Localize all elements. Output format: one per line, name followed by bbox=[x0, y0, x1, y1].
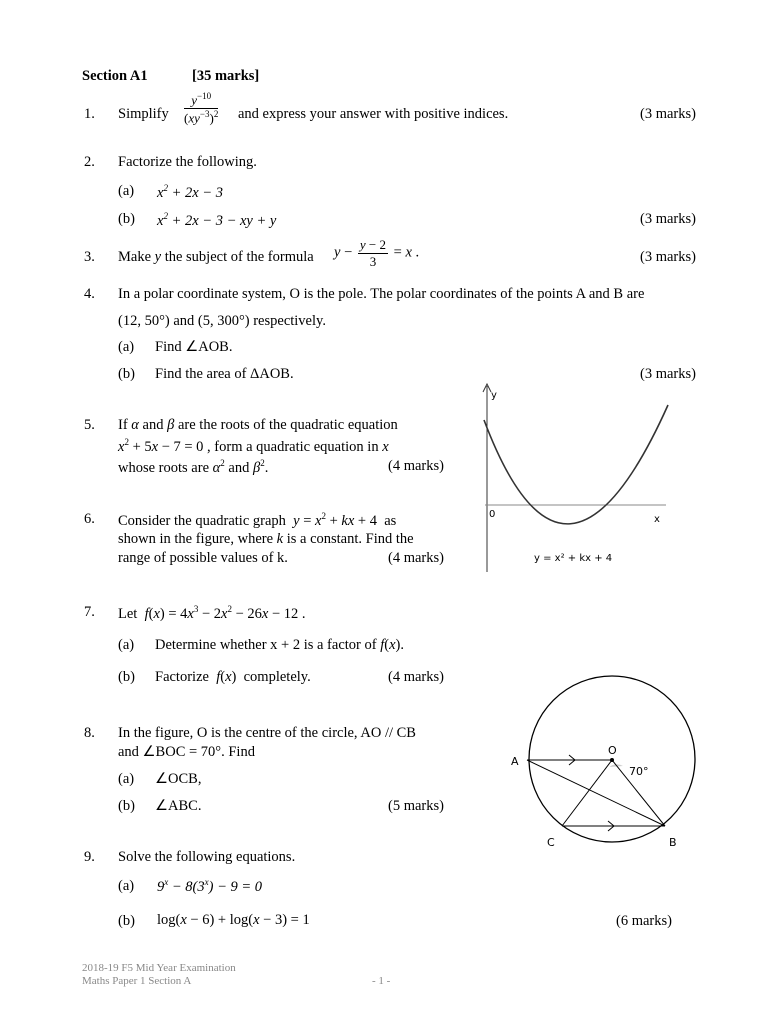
q7-b-label: (b) bbox=[118, 669, 135, 685]
q6-marks: (4 marks) bbox=[388, 550, 444, 566]
q3-text-mid: the subject of the formula bbox=[164, 249, 314, 265]
q2-b-expression: $x^2 + 2x - 3$ − xy + y bbox=[157, 211, 277, 229]
q8-number: 8. bbox=[84, 725, 95, 741]
q9-a-equation: $9^x - 8(3^x) - 9 = 0$ bbox=[157, 877, 263, 895]
q2-a-label: (a) bbox=[118, 183, 135, 199]
q8-b-label: (b) bbox=[118, 798, 135, 814]
origin-label: 0 bbox=[489, 509, 496, 520]
circle-figure bbox=[505, 675, 705, 855]
q7-a-text-pre: Determine whether x + 2 is a factor of bbox=[155, 637, 377, 653]
q5-line3: whose roots are $\alpha^2$ and $\beta^2$. bbox=[118, 458, 269, 476]
q1-text-post: and express your answer with positive indices. bbox=[238, 106, 509, 122]
page-number: - 1 - bbox=[372, 975, 391, 987]
q8-b-text: ∠ABC. bbox=[155, 798, 202, 814]
q6-line2: shown in the figure, where k is a constant. Find the bbox=[118, 531, 414, 547]
q9-b-label: (b) bbox=[118, 913, 135, 929]
q7-text-pre: Let bbox=[118, 605, 138, 622]
q8-line1: In the figure, O is the centre of the circle, AO // CB bbox=[118, 725, 416, 741]
q6-line3: range of possible values of k. bbox=[118, 550, 288, 566]
q3-formula: y − $\frac{y - 2}{3}$ = x . bbox=[334, 237, 420, 269]
q1-number: 1. bbox=[84, 106, 95, 122]
q7-definition: Let $f(x) = 4x^3 - 2x^2 - 26x - 12$ . bbox=[118, 604, 306, 622]
footer-line2: Maths Paper 1 Section A bbox=[82, 975, 192, 987]
q4-line2: (12, 50°) and (5, 300°) respectively. bbox=[118, 313, 326, 329]
label-B: B bbox=[669, 836, 677, 849]
q9-a-label: (a) bbox=[118, 878, 135, 894]
q6-line1: Consider the quadratic graph $y = x^2$ + kx + 4 as bbox=[118, 511, 397, 529]
label-A: A bbox=[511, 755, 519, 768]
y-axis-label: y bbox=[491, 390, 497, 401]
q1-fraction: $\frac{y^{-10}}{(xy^{-3})^2}$ bbox=[184, 91, 219, 126]
section-title: Section A1 bbox=[82, 68, 148, 84]
q9-b-equation: log(x − 6) + log(x − 3) = 1 bbox=[157, 912, 310, 928]
footer-line1: 2018-19 F5 Mid Year Examination bbox=[82, 962, 236, 974]
q5-number: 5. bbox=[84, 417, 95, 433]
x-axis-label: x bbox=[654, 514, 660, 525]
q9-text: Solve the following equations. bbox=[118, 849, 296, 865]
q3-marks: (3 marks) bbox=[640, 249, 696, 265]
q2-number: 2. bbox=[84, 154, 95, 170]
q5-marks: (4 marks) bbox=[388, 458, 444, 474]
label-C: C bbox=[547, 836, 555, 849]
q7-number: 7. bbox=[84, 604, 95, 620]
q7-b-text-post: completely. bbox=[243, 669, 311, 685]
centre-point bbox=[610, 758, 614, 762]
q7-marks: (4 marks) bbox=[388, 669, 444, 685]
q3-variable: y bbox=[154, 249, 162, 265]
q2-a-expression: $x^2 + 2x - 3$ bbox=[157, 183, 223, 201]
q4-a-label: (a) bbox=[118, 339, 135, 355]
q5-line2: $x^2 + 5x - 7 = 0$ , form a quadratic equation in x bbox=[118, 437, 389, 455]
label-O: O bbox=[608, 744, 617, 757]
q8-a-label: (a) bbox=[118, 771, 135, 787]
q8-a-text: ∠OCB, bbox=[155, 771, 202, 787]
q4-line1: In a polar coordinate system, O is the pole. The polar coordinates of the points A and B are bbox=[118, 286, 645, 302]
section-marks: [35 marks] bbox=[192, 68, 260, 84]
q7-b-text-pre: Factorize bbox=[155, 669, 209, 685]
quadratic-graph bbox=[470, 380, 680, 575]
q3-number: 3. bbox=[84, 249, 95, 265]
q4-number: 4. bbox=[84, 286, 95, 302]
q8-marks: (5 marks) bbox=[388, 798, 444, 814]
q2-text: Factorize the following. bbox=[118, 154, 257, 170]
q4-b-label: (b) bbox=[118, 366, 135, 382]
q1-text-pre: Simplify bbox=[118, 106, 169, 122]
label-angle: 70° bbox=[629, 765, 649, 778]
q5-line1: If α and β are the roots of the quadratic equation bbox=[118, 417, 398, 433]
q9-marks: (6 marks) bbox=[616, 913, 672, 929]
graph-caption: y = x² + kx + 4 bbox=[534, 553, 613, 564]
q7-b-text: Factorize f(x) completely. bbox=[155, 669, 311, 685]
q2-b-label: (b) bbox=[118, 211, 135, 227]
q4-marks: (3 marks) bbox=[640, 366, 696, 382]
q6-number: 6. bbox=[84, 511, 95, 527]
q3-text bbox=[118, 249, 314, 266]
q4-a-text: Find ∠AOB. bbox=[155, 339, 233, 355]
line-OC bbox=[562, 760, 612, 826]
parabola-curve bbox=[484, 405, 668, 524]
q7-a-text: Determine whether x + 2 is a factor of f(x). bbox=[155, 637, 404, 653]
q3-text-pre: Make bbox=[118, 249, 152, 265]
q9-number: 9. bbox=[84, 849, 95, 865]
q2-marks: (3 marks) bbox=[640, 211, 696, 227]
q4-b-text: Find the area of ΔAOB. bbox=[155, 366, 294, 382]
q7-a-label: (a) bbox=[118, 637, 135, 653]
q1-marks: (3 marks) bbox=[640, 106, 696, 122]
q8-line2: and ∠BOC = 70°. Find bbox=[118, 744, 255, 760]
